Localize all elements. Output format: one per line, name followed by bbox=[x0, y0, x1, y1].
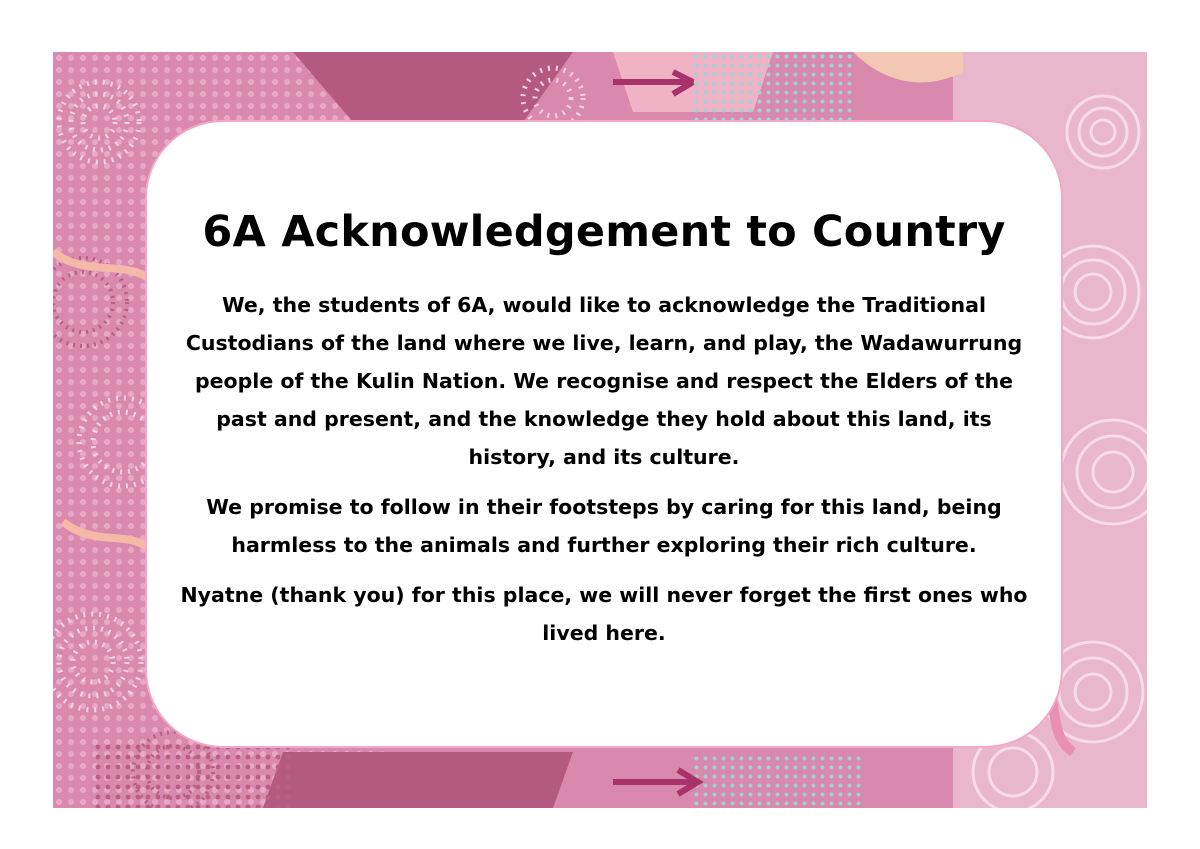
acknowledgement-card bbox=[145, 120, 1063, 748]
poster bbox=[53, 52, 1147, 808]
acknowledgement-text bbox=[177, 286, 1031, 664]
paragraph-promise: We promise to follow in their footsteps by caring for this land, being harmless to the animals and further exploring their rich culture. bbox=[206, 495, 1002, 557]
page-title: 6A Acknowledgement to Country bbox=[202, 207, 1006, 257]
paragraph-thanks: Nyatne (thank you) for this place, we will never forget the first ones who lived here. bbox=[180, 583, 1028, 645]
paragraph-acknowledgement: We, the students of 6A, would like to acknowledge the Traditional Custodians of the land where we live, learn, and play, the Wadawurrung people of the Kulin Nation. We recognise and respect the Elders of the past and present, and the knowledge they hold about this land, its history, and its culture. bbox=[185, 293, 1023, 469]
